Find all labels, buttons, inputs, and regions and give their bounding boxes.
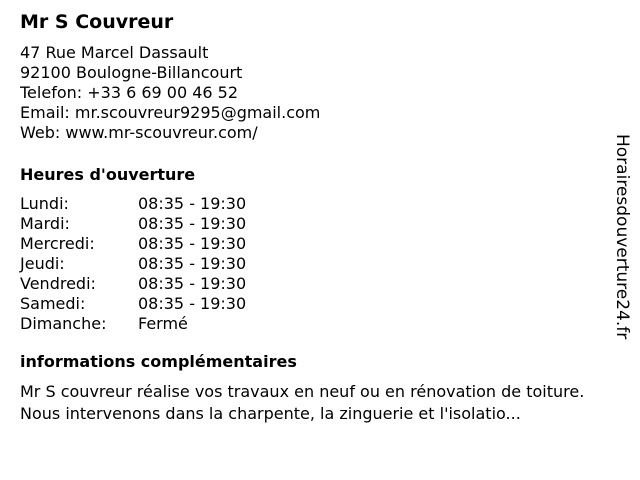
hours-time: 08:35 - 19:30 [138,294,247,313]
hours-time: Fermé [138,314,188,333]
hours-day: Mercredi: [20,234,95,253]
hours-time: 08:35 - 19:30 [138,214,247,233]
hours-day: Dimanche: [20,314,107,333]
street-address: 47 Rue Marcel Dassault [20,43,209,62]
postal-city: 92100 Boulogne-Billancourt [20,63,243,82]
hours-day: Lundi: [20,194,69,213]
hours-row-sunday [20,314,600,334]
hours-day: Jeudi: [20,254,65,273]
opening-hours-heading: Heures d'ouverture [20,165,196,184]
hours-time: 08:35 - 19:30 [138,234,247,253]
additional-info-text: Mr S couvreur réalise vos travaux en neuf ou en rénovation de toiture. Nous intervenons dans la charpente, la zinguerie et l'isolatio... [20,382,585,423]
website-address: Web: www.mr-scouvreur.com/ [20,123,258,142]
additional-info-heading: informations complémentaires [20,352,297,371]
business-card [20,10,600,425]
hours-time: 08:35 - 19:30 [138,194,247,213]
hours-row-wednesday [20,234,600,254]
hours-row-thursday [20,254,600,274]
hours-time: 08:35 - 19:30 [138,274,247,293]
email-address: Email: mr.scouvreur9295@gmail.com [20,103,321,122]
hours-day: Mardi: [20,214,70,233]
address-block [20,43,600,143]
opening-hours-table [20,194,600,334]
hours-row-tuesday [20,214,600,234]
hours-row-friday [20,274,600,294]
phone-number: Telefon: +33 6 69 00 46 52 [20,83,239,102]
hours-row-monday [20,194,600,214]
hours-day: Samedi: [20,294,86,313]
hours-day: Vendredi: [20,274,96,293]
hours-time: 08:35 - 19:30 [138,254,247,273]
business-name: Mr S Couvreur [20,11,174,33]
hours-row-saturday [20,294,600,314]
site-brand-vertical: Horairesdouverture24.fr [612,134,632,340]
